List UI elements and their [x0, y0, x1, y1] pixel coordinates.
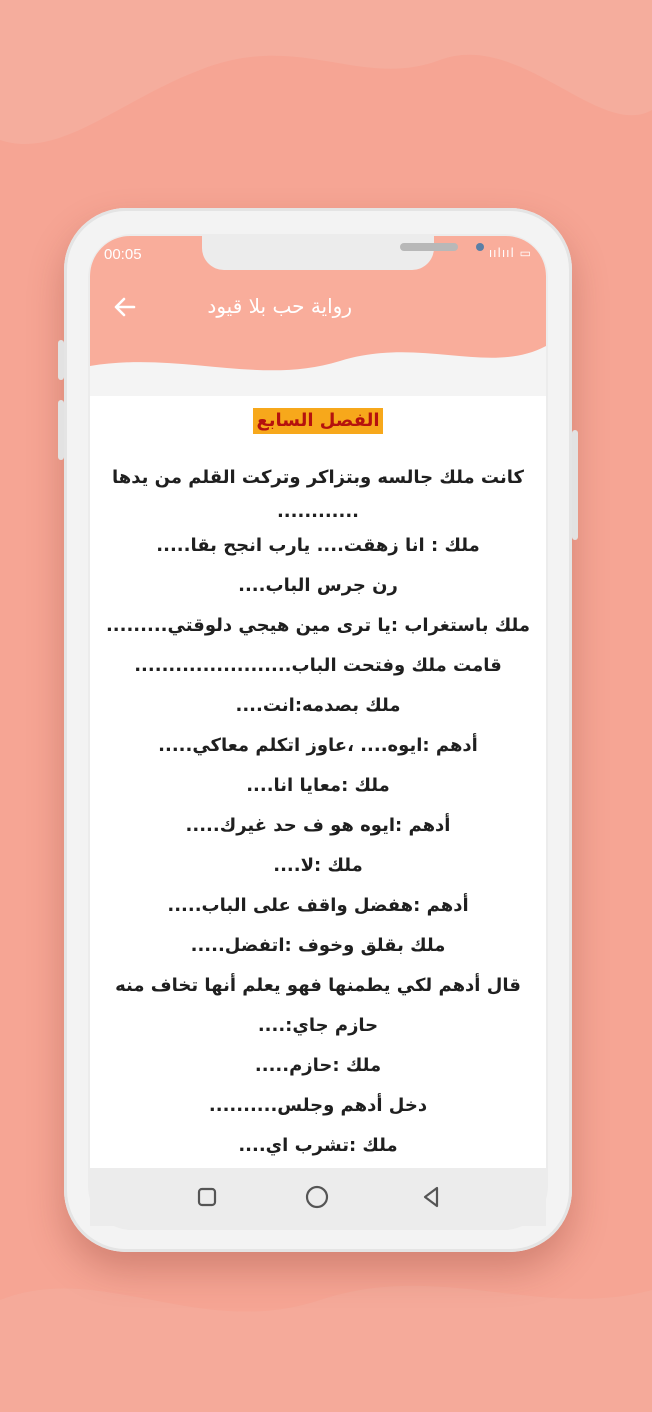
status-time: 00:05 — [104, 246, 142, 263]
phone-volume-button — [58, 400, 64, 460]
system-nav-bar — [90, 1168, 546, 1226]
story-line: ملك :تشرب اي.... — [238, 1135, 398, 1156]
square-icon[interactable] — [194, 1184, 220, 1210]
chapter-title: الفصل السابع — [253, 408, 382, 434]
story-line: كانت ملك جالسه وبتزاكر وتركت القلم من يدها — [112, 467, 524, 488]
story-line: قامت ملك وفتحت الباب....................... — [134, 655, 502, 676]
camera — [476, 243, 484, 251]
story-content[interactable] — [90, 396, 546, 1168]
phone-volume-button — [58, 340, 64, 380]
app-bar-wave — [90, 336, 546, 396]
story-line: أدهم :ايوه.... ،عاوز اتكلم معاكي..... — [158, 735, 478, 756]
story-line: أدهم :هفضل واقف على الباب..... — [167, 895, 469, 916]
arrow-left-icon[interactable] — [110, 292, 140, 322]
story-text — [90, 458, 546, 1166]
circle-icon[interactable] — [304, 1184, 330, 1210]
app-title: رواية حب بلا قيود — [207, 294, 352, 318]
story-line: حازم جاي:.... — [257, 1015, 379, 1036]
signal-battery-icon: ıılııl ▭ — [488, 246, 532, 260]
story-line: ملك بقلق وخوف :اتفضل..... — [190, 935, 446, 956]
story-line: ملك :لا.... — [273, 855, 363, 876]
story-line: ملك باستغراب :يا ترى مين هيجي دلوقتي......... — [105, 615, 531, 636]
story-line: ............ — [276, 501, 360, 522]
app-screen — [90, 236, 546, 1168]
phone-side-button — [572, 430, 578, 540]
story-line: ملك : انا زهقت.... يارب انجح بقا..... — [156, 535, 480, 556]
story-line: رن جرس الباب.... — [238, 575, 398, 596]
story-line: قال أدهم لكي يطمنها فهو يعلم أنها تخاف منه — [115, 975, 521, 996]
story-line: ملك :حازم..... — [254, 1055, 382, 1076]
story-line: أدهم :ايوه هو ف حد غيرك..... — [185, 815, 451, 836]
story-line: دخل أدهم وجلس.......... — [208, 1095, 428, 1116]
story-line: ملك بصدمه:انت.... — [235, 695, 401, 716]
speaker — [400, 243, 458, 251]
story-line: ملك :معايا انا.... — [246, 775, 390, 796]
phone-notch — [202, 236, 434, 270]
triangle-back-icon[interactable] — [418, 1184, 444, 1210]
